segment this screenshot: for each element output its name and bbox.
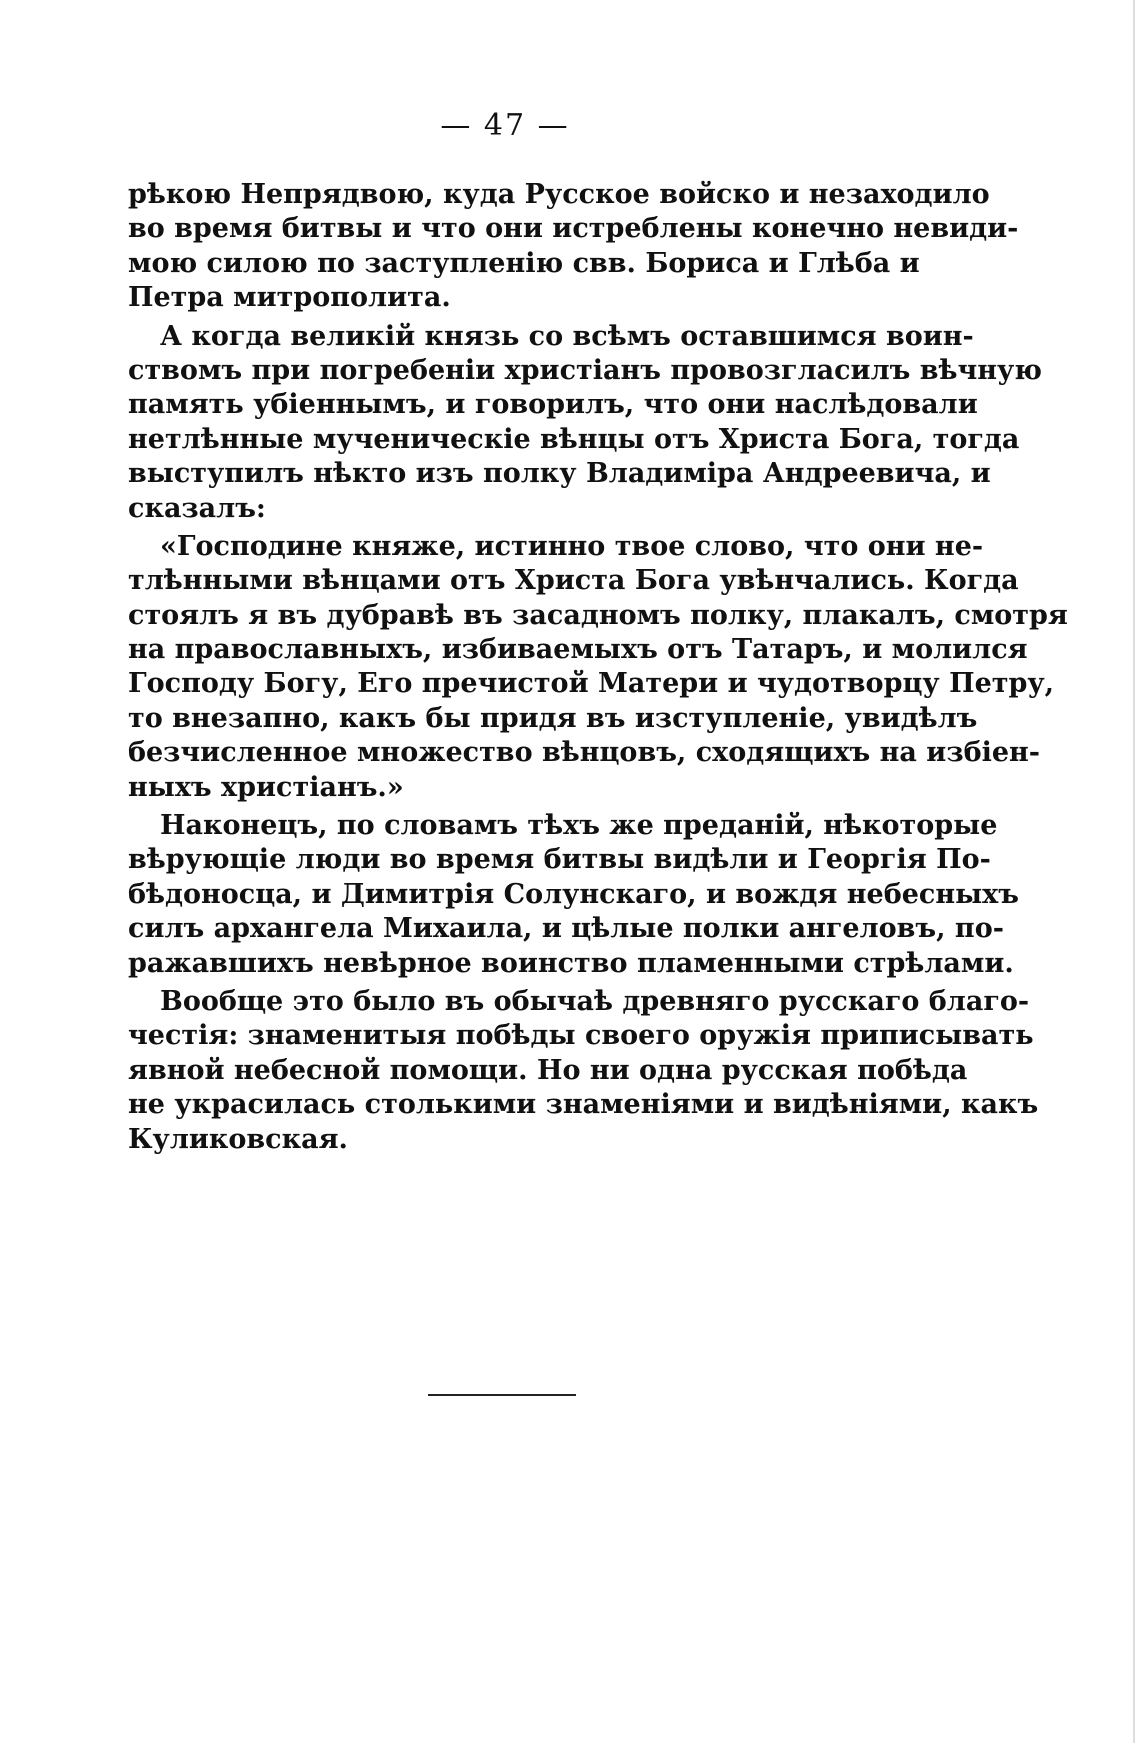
text-line: тлѣнными вѣнцами отъ Христа Бога увѣнчались. Когда [128, 565, 1019, 597]
text-line: Наконецъ, по словамъ тѣхъ же преданій, нѣкоторые [160, 810, 998, 842]
text-line: силъ архангела Михаила, и цѣлые полки ангеловъ, по- [128, 913, 1004, 945]
text-line: нетлѣнные мученическіе вѣнцы отъ Христа Бога, тогда [128, 423, 1020, 455]
paragraph [128, 320, 1042, 526]
text-line: мою силою по заступленію свв. Бориса и Глѣба и [128, 247, 920, 279]
text-line: бѣдоносца, и Димитрія Солунскаго, и вождя небесныхъ [128, 878, 1019, 910]
body-text [128, 178, 1068, 1157]
text-line: на православныхъ, избиваемыхъ отъ Татаръ, и молился [128, 634, 1028, 666]
paragraph [128, 178, 1019, 316]
text-line: ражавшихъ невѣрное воинство пламенными стрѣлами. [128, 947, 1014, 979]
text-line: во время битвы и что они истреблены конечно невиди- [128, 213, 1019, 245]
text-line: ныхъ христіанъ.» [128, 771, 404, 803]
text-line: ствомъ при погребеніи христіанъ провозгласилъ вѣчную [128, 354, 1042, 386]
text-line: рѣкою Непрядвою, куда Русское войско и незаходило [128, 179, 990, 210]
text-line: память убіеннымъ, и говорилъ, что они наслѣдовали [128, 389, 978, 421]
paragraph [128, 809, 1019, 981]
text-line: честія: знаменитыя побѣды своего оружія приписывать [128, 1020, 1034, 1052]
text-line: стоялъ я въ дубравѣ въ засадномъ полку, плакалъ, смотря [128, 599, 1068, 631]
text-line: безчисленное множество вѣнцовъ, сходящихъ на избіен- [128, 737, 1040, 769]
paragraph [128, 985, 1039, 1157]
text-line: явной небесной помощи. Но ни одна русская побѣда [128, 1054, 968, 1086]
text-line: сказалъ: [128, 492, 266, 524]
text-line: «Господине княже, истинно твое слово, что они не- [160, 530, 984, 562]
text-line: то внезапно, какъ бы придя въ изступленіе, увидѣлъ [128, 702, 978, 734]
text-line: Петра митрополита. [128, 282, 451, 314]
text-line: Вообще это было въ обычаѣ древняго русскаго благо- [160, 985, 1030, 1017]
page-edge [1133, 0, 1135, 1743]
text-line: не украсилась столькими знаменіями и видѣніями, какъ [128, 1089, 1039, 1121]
text-line: А когда великій князь со всѣмъ оставшимся воин- [160, 320, 974, 352]
text-line: Куликовская. [128, 1123, 348, 1155]
section-divider-rule [428, 1394, 576, 1396]
text-line: Господу Богу, Его пречистой Матери и чудотворцу Петру, [128, 668, 1055, 700]
text-line: вѣрующіе люди во время битвы видѣли и Георгія По- [128, 844, 991, 876]
text-line: выступилъ нѣкто изъ полку Владиміра Андреевича, и [128, 458, 991, 490]
page-number: — 47 — [440, 108, 570, 143]
paragraph [128, 530, 1068, 805]
